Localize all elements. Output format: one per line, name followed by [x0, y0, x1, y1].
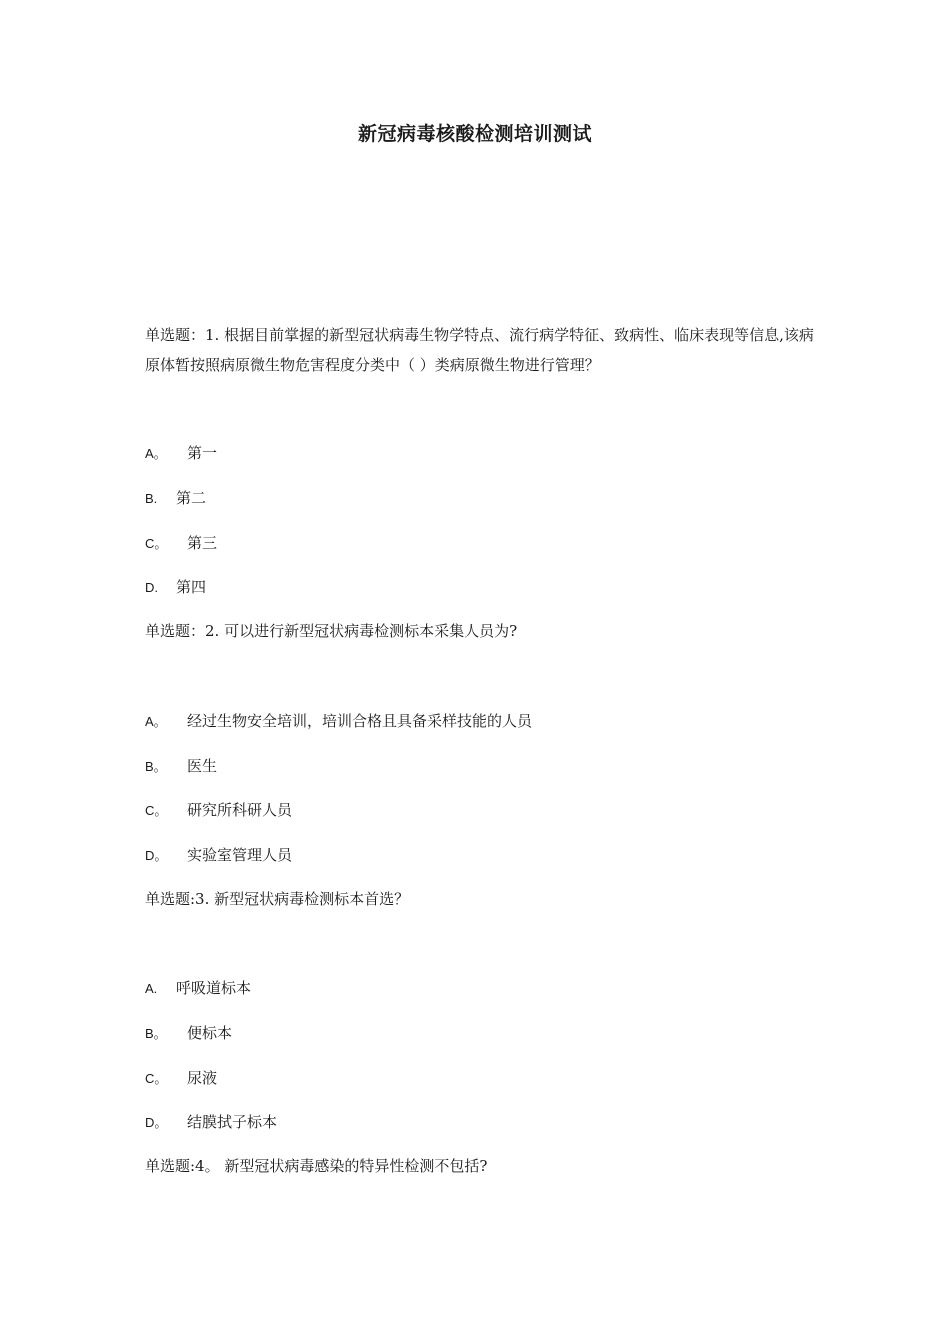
option-letter: A。	[145, 446, 167, 461]
page-title: 新冠病毒核酸检测培训测试	[357, 123, 592, 145]
option-letter: B.	[145, 491, 158, 506]
option-text: 第一	[187, 444, 218, 462]
option-text: 呼吸道标本	[176, 979, 252, 997]
option-text: 尿液	[187, 1069, 218, 1087]
question-3-option-b	[145, 1022, 232, 1045]
question-1-option-a	[145, 442, 217, 465]
option-text: 第四	[176, 578, 207, 596]
question-3-text: 单选题:3. 新型冠状病毒检测标本首选？	[145, 890, 410, 908]
option-text: 经过生物安全培训，培训合格且具备采样技能的人员	[187, 712, 533, 730]
option-letter: D。	[145, 1115, 168, 1130]
option-letter: D.	[145, 580, 158, 595]
question-3-option-d	[145, 1111, 277, 1134]
question-2-text: 单选题：2. 可以进行新型冠状病毒检测标本采集人员为?	[145, 622, 518, 640]
question-2-option-d	[145, 844, 292, 867]
option-text: 实验室管理人员	[187, 846, 293, 864]
question-2-option-b	[145, 755, 217, 778]
option-letter: C。	[145, 536, 168, 551]
option-letter: C。	[145, 1071, 168, 1086]
option-text: 第二	[176, 489, 207, 507]
question-2-option-a	[145, 710, 532, 733]
question-3-option-a	[145, 977, 251, 1000]
question-2-option-c	[145, 799, 292, 822]
question-3-option-c	[145, 1067, 217, 1090]
option-letter: B。	[145, 1026, 167, 1041]
question-1-option-c	[145, 532, 217, 555]
question-1-option-b	[145, 487, 206, 510]
option-letter: D。	[145, 848, 168, 863]
option-letter: C。	[145, 803, 168, 818]
option-letter: A.	[145, 981, 158, 996]
option-text: 研究所科研人员	[187, 801, 293, 819]
option-letter: A。	[145, 714, 167, 729]
option-letter: B。	[145, 759, 167, 774]
option-text: 结膜拭子标本	[187, 1113, 278, 1131]
question-4-text: 单选题:4。 新型冠状病毒感染的特异性检测不包括?	[145, 1157, 488, 1175]
option-text: 第三	[187, 534, 218, 552]
option-text: 便标本	[187, 1024, 233, 1042]
question-1-option-d	[145, 576, 206, 599]
question-1-text: 单选题：1. 根据目前掌握的新型冠状病毒生物学特点、流行病学特征、致病性、临床表现等信息,该病原体暂按照病原微生物危害程度分类中（ ）类病原微生物进行管理？	[145, 326, 814, 374]
option-text: 医生	[187, 757, 218, 775]
